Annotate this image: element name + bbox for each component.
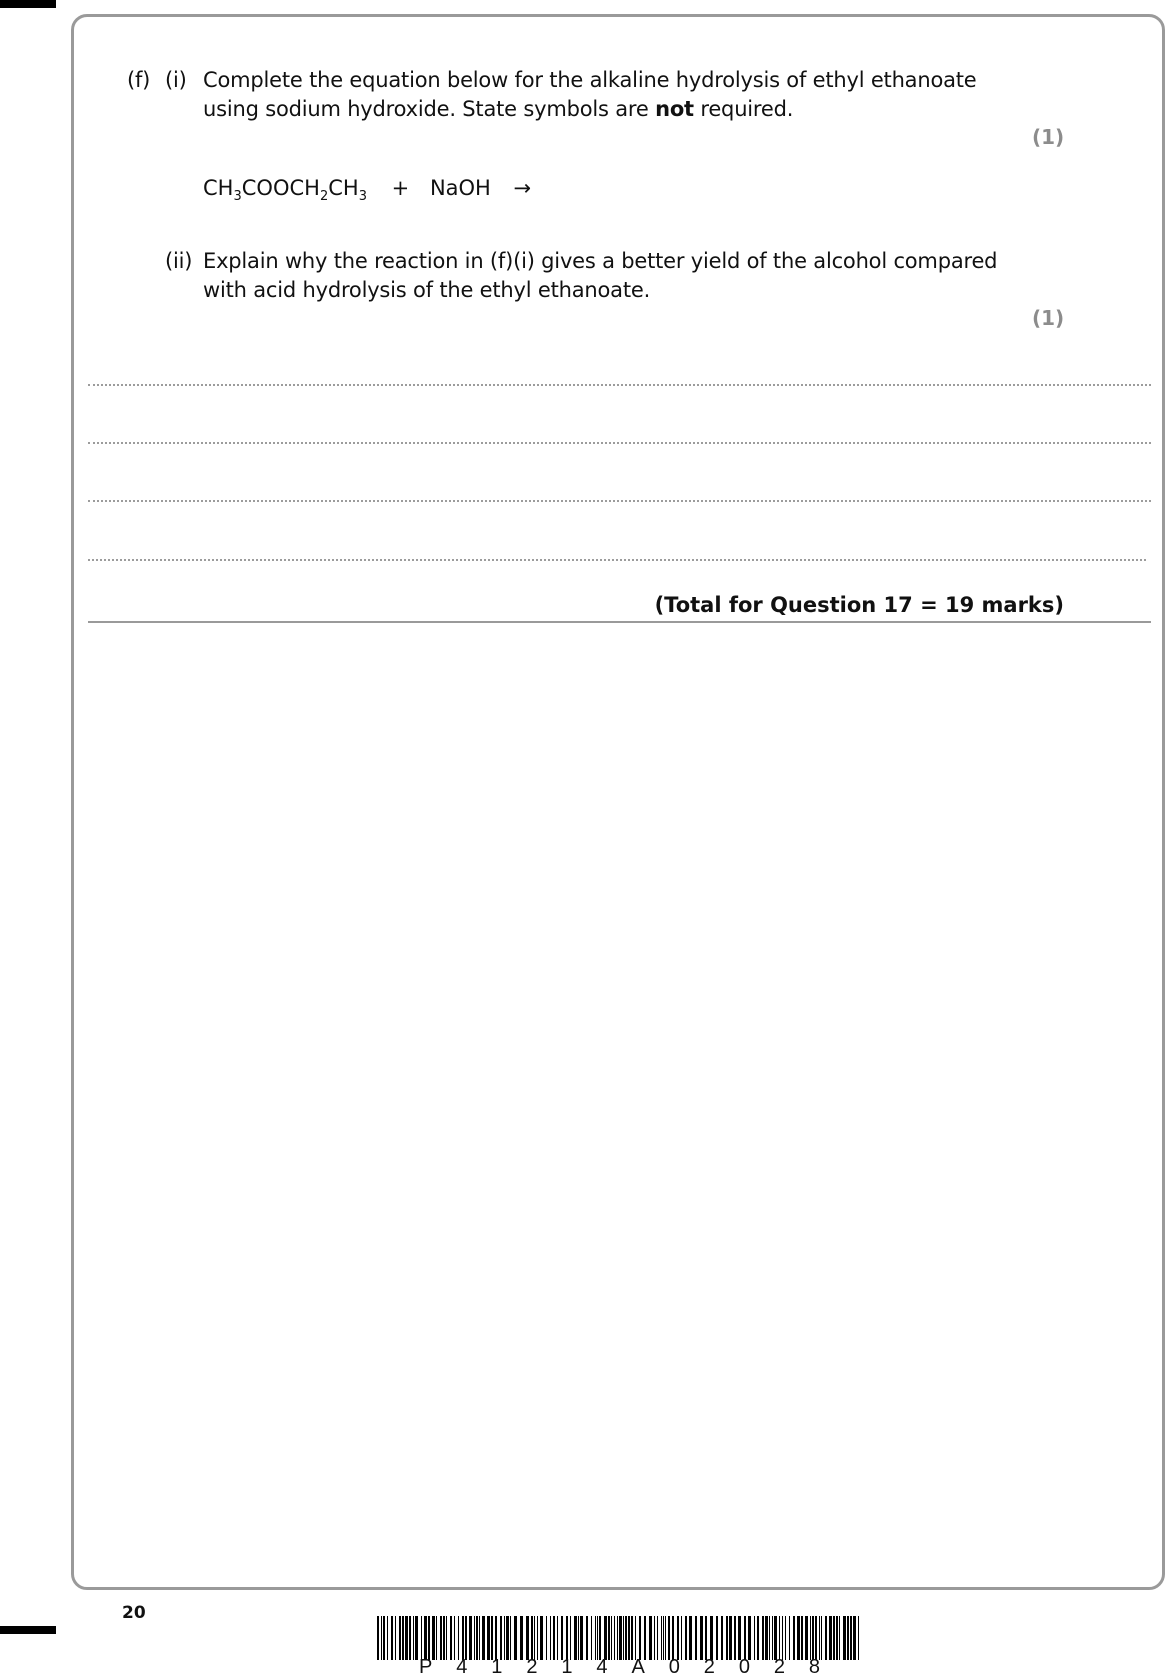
barcode-bar	[635, 1616, 636, 1660]
barcode-char: 0	[668, 1656, 680, 1678]
barcode-bar	[821, 1616, 822, 1660]
barcode-bar	[757, 1616, 759, 1660]
barcode-bar	[462, 1616, 464, 1660]
barcode-bar	[399, 1616, 401, 1660]
barcode-bar	[561, 1616, 563, 1660]
barcode-bar	[661, 1616, 662, 1660]
barcode-bar	[754, 1616, 755, 1660]
barcode-bar	[591, 1616, 592, 1660]
barcode-bar	[663, 1616, 664, 1660]
barcode-bar	[446, 1616, 447, 1660]
barcode-bar	[829, 1616, 832, 1660]
barcode-bar	[677, 1616, 679, 1660]
barcode-bar	[805, 1616, 808, 1660]
sub-ii-line1: Explain why the reaction in (f)(i) gives a better yield of the alcohol compared	[203, 249, 998, 273]
barcode-bar	[801, 1616, 803, 1660]
barcode-bar	[762, 1616, 764, 1660]
barcode-char: 1	[561, 1656, 573, 1678]
sub-i-label: (i)	[165, 68, 187, 92]
barcode-bar	[729, 1616, 732, 1660]
barcode-bar	[782, 1616, 783, 1660]
barcode-char: 2	[526, 1656, 538, 1678]
barcode-bar	[597, 1616, 598, 1660]
barcode-bar	[428, 1616, 430, 1660]
barcode-bar	[836, 1616, 838, 1660]
barcode-bar	[611, 1616, 612, 1660]
barcode-bar	[491, 1616, 493, 1660]
barcode-bar	[550, 1616, 551, 1660]
barcode-bar	[850, 1616, 852, 1660]
barcode-bar	[769, 1616, 770, 1660]
barcode-bar	[689, 1616, 692, 1660]
sub-i-line2-post: required.	[693, 97, 794, 121]
barcode-bar	[553, 1616, 555, 1660]
barcode-char: A	[631, 1656, 645, 1678]
sub-i-line2	[203, 95, 793, 124]
barcode-char: 2	[703, 1656, 715, 1678]
barcode-bar	[432, 1616, 435, 1660]
barcode-bar	[726, 1616, 728, 1660]
barcode-bar	[623, 1616, 624, 1660]
barcode-bar	[765, 1616, 768, 1660]
barcode-bar	[665, 1616, 666, 1660]
barcode-bar	[566, 1616, 568, 1660]
barcode-text	[377, 1656, 862, 1679]
barcode-bar	[853, 1616, 856, 1660]
barcode-char: 8	[808, 1656, 821, 1678]
barcode-bar	[839, 1616, 840, 1660]
barcode-bar	[504, 1616, 505, 1660]
barcode-char: 1	[491, 1656, 503, 1678]
barcode-bar	[685, 1616, 687, 1660]
barcode-bar	[377, 1616, 379, 1660]
bottom-corner-bar	[0, 1626, 56, 1634]
barcode-bar	[465, 1616, 467, 1660]
barcode-bar	[510, 1616, 511, 1660]
barcode-bar	[415, 1616, 418, 1660]
barcode-char: P	[418, 1656, 433, 1678]
barcode-bar	[482, 1616, 485, 1660]
barcode-bar	[500, 1616, 502, 1660]
barcode-bar	[710, 1616, 713, 1660]
barcode-bar	[534, 1616, 535, 1660]
barcode-bar	[604, 1616, 607, 1660]
barcode-bar	[631, 1616, 633, 1660]
reaction-arrow: →	[513, 176, 532, 200]
barcode-bar	[454, 1616, 455, 1660]
barcode-bar	[405, 1616, 408, 1660]
barcode-bar	[570, 1616, 571, 1660]
barcode-char: 4	[596, 1656, 608, 1678]
plus-sign: +	[391, 176, 410, 200]
sub-i-mark: (1)	[1032, 125, 1065, 149]
barcode-bar	[537, 1616, 538, 1660]
barcode-bar	[681, 1616, 682, 1660]
answer-line[interactable]	[88, 500, 1151, 502]
barcode-bar	[772, 1616, 773, 1660]
barcode-bar	[402, 1616, 404, 1660]
barcode-bar	[734, 1616, 736, 1660]
barcode-bar	[474, 1616, 475, 1660]
barcode-bar	[574, 1616, 577, 1660]
barcode-bar	[487, 1616, 490, 1660]
barcode-bar	[436, 1616, 437, 1660]
barcode-bar	[495, 1616, 497, 1660]
barcode-char: 4	[456, 1656, 468, 1678]
barcode-bar	[668, 1616, 670, 1660]
reactant-ethyl-ethanoate: $CH_3COOCH_2CH_3$	[203, 176, 367, 204]
barcode-char: 0	[738, 1656, 750, 1678]
emphasis-not: not	[655, 97, 694, 121]
barcode-bar	[858, 1616, 859, 1660]
barcode-bar	[748, 1616, 751, 1660]
barcode-bar	[628, 1616, 630, 1660]
barcode-bar	[580, 1616, 583, 1660]
barcode-bar	[721, 1616, 723, 1660]
barcode-bar	[716, 1616, 718, 1660]
barcode-bar	[599, 1616, 601, 1660]
barcode-bar	[700, 1616, 703, 1660]
barcode-bar	[649, 1616, 652, 1660]
barcode-bar	[644, 1616, 646, 1660]
barcode-bar	[797, 1616, 800, 1660]
barcode-bar	[526, 1616, 529, 1660]
barcode-bar	[695, 1616, 697, 1660]
barcode-bar	[557, 1616, 558, 1660]
barcode-bar	[391, 1616, 393, 1660]
barcode-bar	[383, 1616, 385, 1660]
page-number: 20	[122, 1603, 146, 1623]
barcode-bar	[608, 1616, 610, 1660]
barcode-bar	[440, 1616, 442, 1660]
barcode-bar	[619, 1616, 622, 1660]
barcode	[377, 1616, 862, 1660]
barcode-bar	[738, 1616, 741, 1660]
barcode-bar	[546, 1616, 547, 1660]
barcode-bar	[774, 1616, 777, 1660]
barcode-bar	[514, 1616, 517, 1660]
barcode-bar	[672, 1616, 674, 1660]
barcode-bar	[825, 1616, 827, 1660]
barcode-bar	[413, 1616, 414, 1660]
part-f-label: (f)	[127, 68, 151, 92]
barcode-bar	[381, 1616, 382, 1660]
reactant-naoh: NaOH	[429, 176, 491, 200]
barcode-bar	[639, 1616, 641, 1660]
barcode-bar	[812, 1616, 814, 1660]
barcode-bar	[409, 1616, 411, 1660]
barcode-bar	[789, 1616, 790, 1660]
barcode-bar	[744, 1616, 746, 1660]
barcode-bar	[847, 1616, 849, 1660]
sub-ii-line2: with acid hydrolysis of the ethyl ethanoate.	[203, 278, 651, 302]
barcode-bar	[469, 1616, 472, 1660]
barcode-bar	[578, 1616, 579, 1660]
barcode-bar	[395, 1616, 396, 1660]
barcode-bar	[421, 1616, 422, 1660]
barcode-bar	[705, 1616, 707, 1660]
barcode-bar	[476, 1616, 478, 1660]
question-end-rule	[88, 621, 1151, 623]
barcode-bar	[785, 1616, 786, 1660]
barcode-bar	[625, 1616, 627, 1660]
barcode-bar	[506, 1616, 509, 1660]
sub-ii-mark: (1)	[1032, 306, 1065, 330]
answer-line[interactable]	[88, 384, 1151, 386]
barcode-bar	[424, 1616, 427, 1660]
sub-ii-label: (ii)	[165, 249, 193, 273]
barcode-char: 2	[773, 1656, 785, 1678]
top-corner-bar	[0, 0, 56, 8]
barcode-bar	[458, 1616, 459, 1660]
barcode-bar	[833, 1616, 835, 1660]
question-total: (Total for Question 17 = 19 marks)	[654, 593, 1064, 617]
barcode-bar	[793, 1616, 795, 1660]
barcode-bar	[810, 1616, 811, 1660]
barcode-bar	[614, 1616, 615, 1660]
equation	[203, 176, 531, 204]
barcode-bar	[540, 1616, 543, 1660]
sub-i-line1: Complete the equation below for the alkaline hydrolysis of ethyl ethanoate	[203, 68, 977, 92]
barcode-bar	[819, 1616, 820, 1660]
barcode-bar	[595, 1616, 596, 1660]
sub-i-line2-pre: using sodium hydroxide. State symbols are	[203, 97, 656, 121]
answer-line[interactable]	[88, 442, 1151, 444]
barcode-bar	[520, 1616, 523, 1660]
barcode-bar	[617, 1616, 618, 1660]
barcode-bar	[815, 1616, 817, 1660]
barcode-bar	[531, 1616, 533, 1660]
answer-line[interactable]	[88, 559, 1146, 561]
barcode-bar	[657, 1616, 658, 1660]
barcode-bar	[843, 1616, 846, 1660]
barcode-bar	[654, 1616, 655, 1660]
barcode-bar	[586, 1616, 588, 1660]
barcode-bar	[479, 1616, 480, 1660]
barcode-bar	[387, 1616, 388, 1660]
barcode-bar	[779, 1616, 780, 1660]
barcode-bar	[443, 1616, 445, 1660]
barcode-bar	[450, 1616, 452, 1660]
